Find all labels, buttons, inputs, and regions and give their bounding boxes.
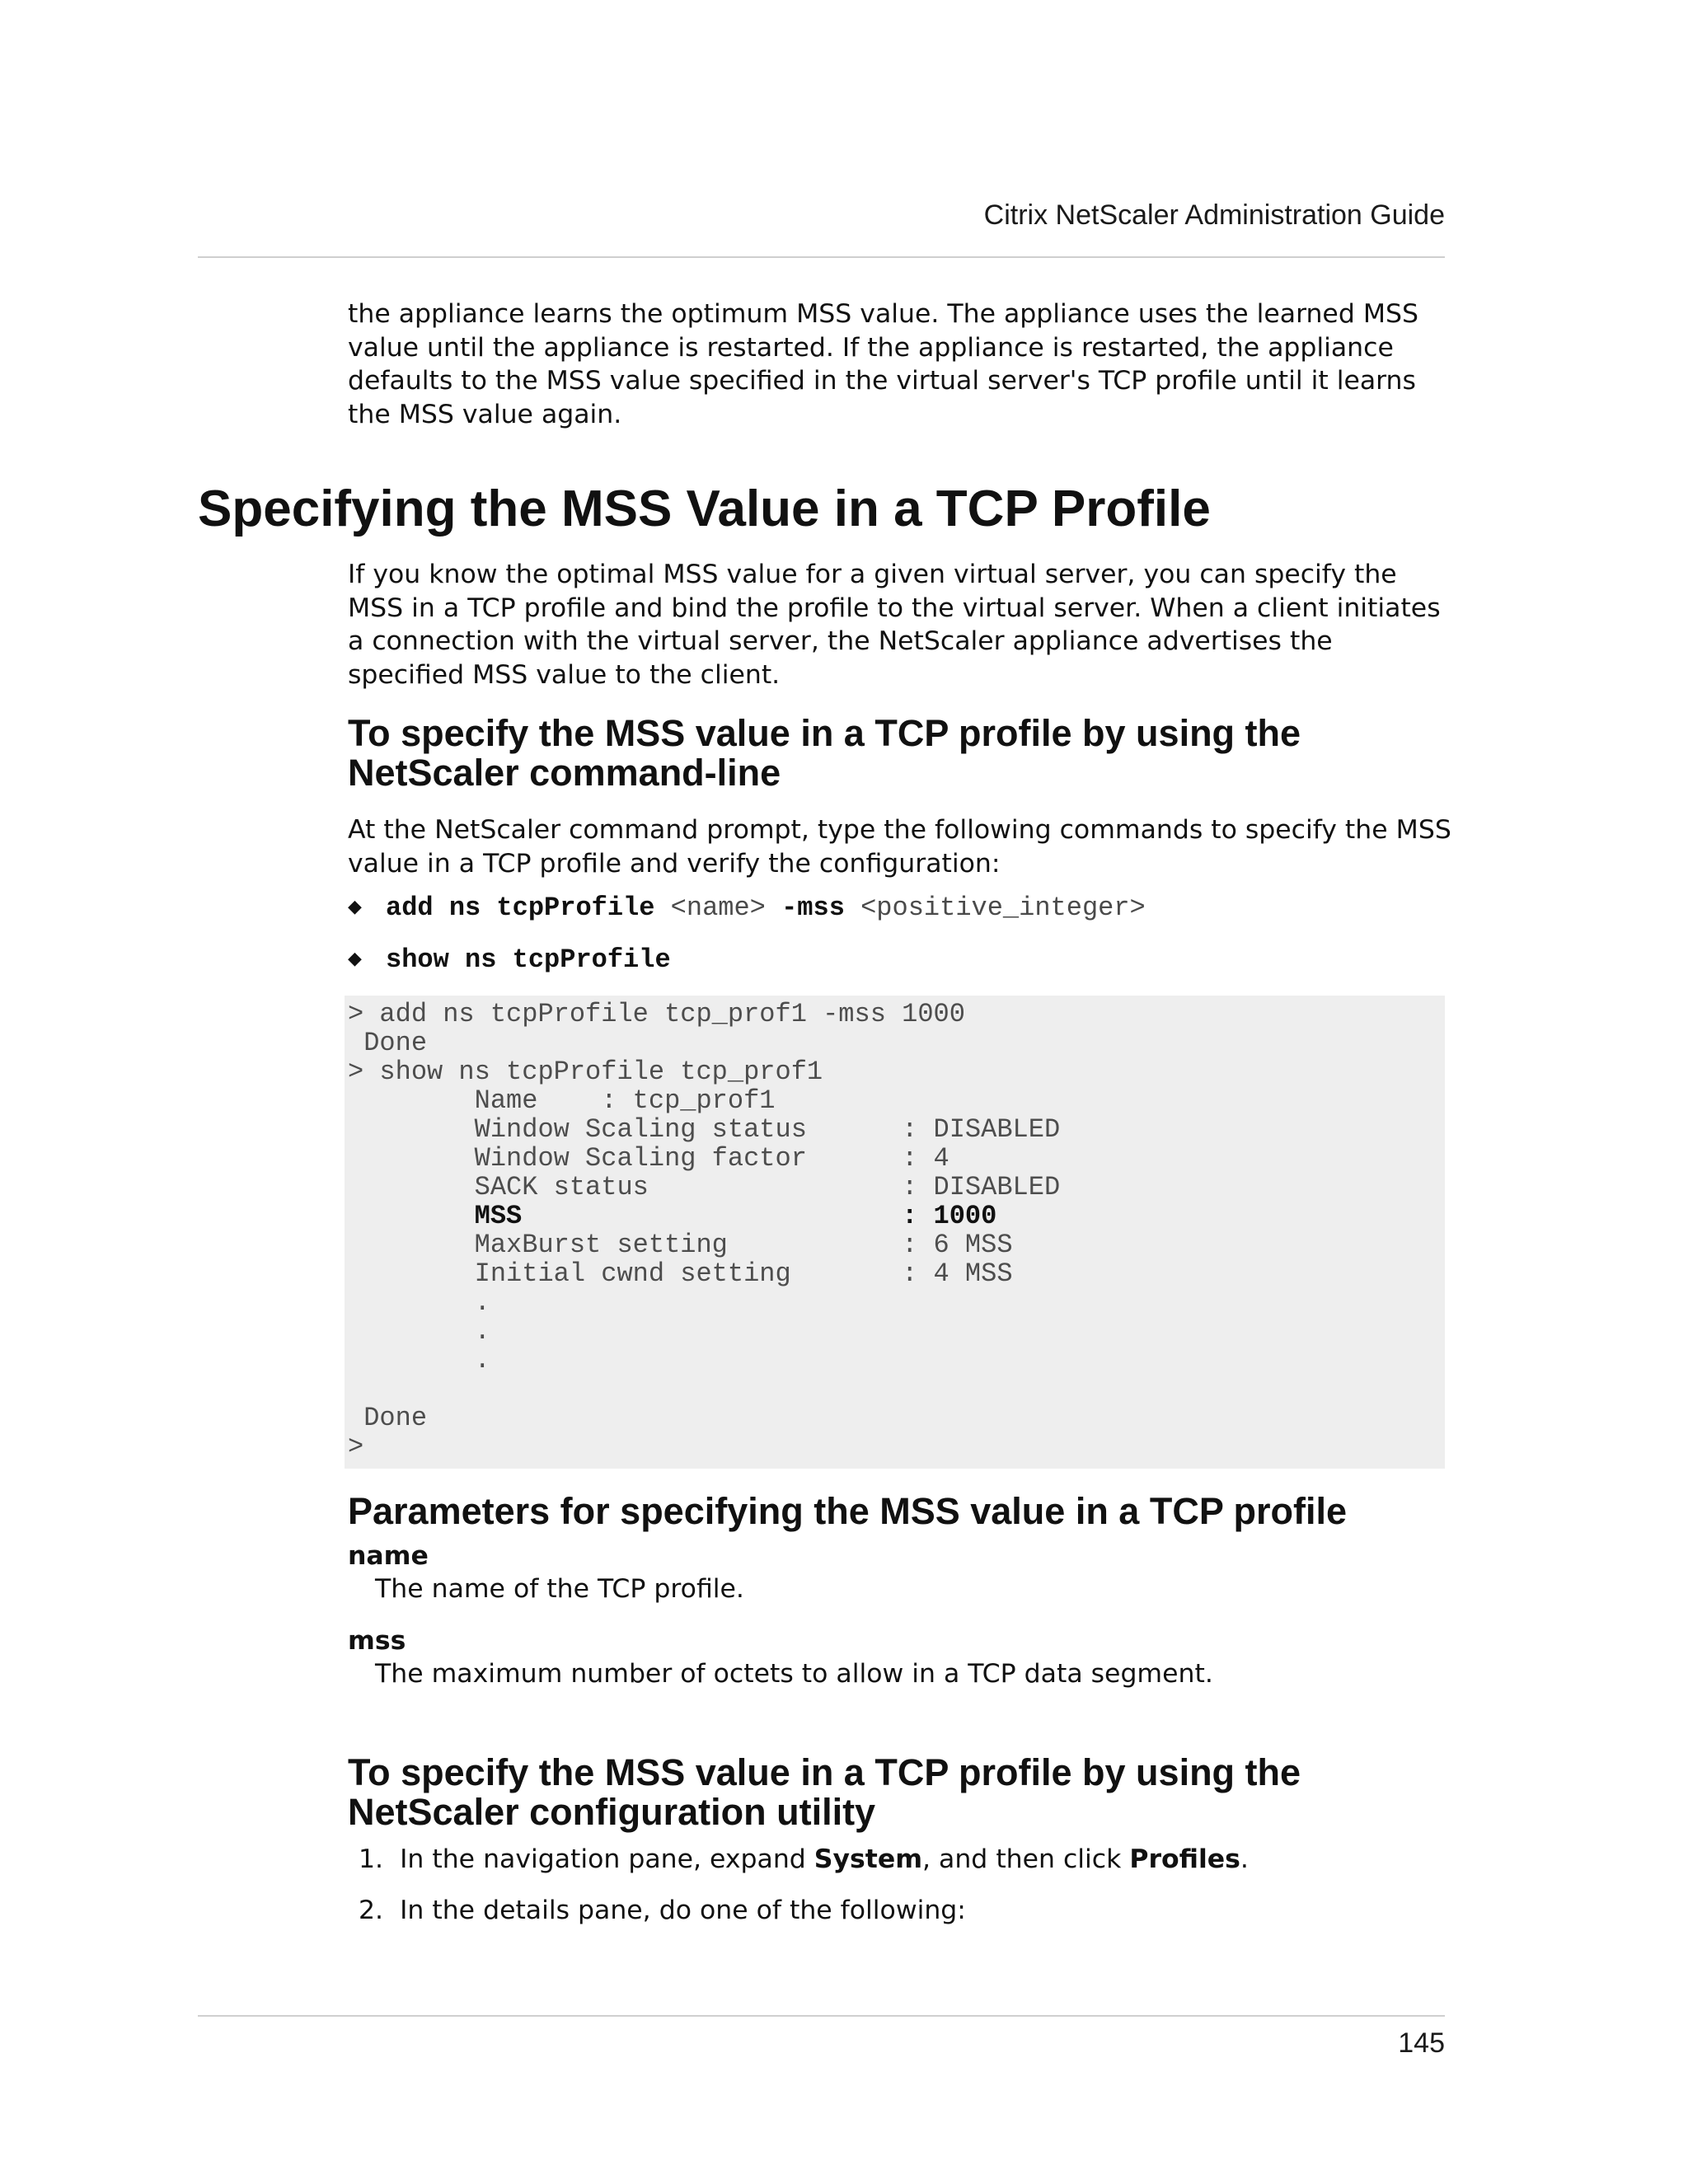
code-line: . xyxy=(348,1287,490,1318)
ui-term-profiles: Profiles xyxy=(1129,1844,1240,1874)
code-line: Window Scaling status : DISABLED xyxy=(348,1114,1061,1145)
cli-procedure-title: To specify the MSS value in a TCP profile by using the NetScaler command-line xyxy=(348,712,1301,794)
step-item xyxy=(359,1894,966,1927)
param-description: The maximum number of octets to allow in a TCP data segment. xyxy=(375,1659,1213,1689)
code-line: Initial cwnd setting : 4 MSS xyxy=(348,1258,1013,1289)
code-line: Done xyxy=(348,1028,428,1058)
step-text: , and then click xyxy=(922,1844,1130,1874)
step-text: In the navigation pane, expand xyxy=(400,1844,814,1874)
param-description: The name of the TCP profile. xyxy=(375,1574,744,1604)
running-header: Citrix NetScaler Administration Guide xyxy=(983,199,1445,231)
diamond-bullet-icon: ◆ xyxy=(348,949,362,969)
code-line: > show ns tcpProfile tcp_prof1 xyxy=(348,1057,823,1087)
cli-procedure-paragraph: At the NetScaler command prompt, type the following commands to specify the MSS value in a TCP profile and verify the configuration: xyxy=(348,815,1451,879)
ui-term-system: System xyxy=(814,1844,923,1874)
step-text: . xyxy=(1240,1844,1249,1874)
gui-procedure-title: To specify the MSS value in a TCP profile by using the NetScaler configuration utility xyxy=(348,1751,1301,1833)
command-option: -mss xyxy=(781,893,845,923)
footer-divider xyxy=(198,2015,1445,2017)
parameters-title: Parameters for specifying the MSS value in a TCP profile xyxy=(348,1490,1348,1532)
code-line: Window Scaling factor : 4 xyxy=(348,1143,950,1174)
section-title: Specifying the MSS Value in a TCP Profile xyxy=(198,480,1211,537)
command-keyword: add ns tcpProfile xyxy=(386,893,655,923)
diamond-bullet-icon: ◆ xyxy=(348,897,362,917)
code-line: > xyxy=(348,1432,364,1462)
code-line: Name : tcp_prof1 xyxy=(348,1085,776,1116)
code-line: . xyxy=(348,1345,490,1376)
section-paragraph: If you know the optimal MSS value for a given virtual server, you can specify the MSS in a TCP profile and bind the profile to the virtual server. When a client initiates a connection with the virtual server, the NetScaler appliance advertises the specified MSS value to the client. xyxy=(348,560,1441,690)
command-add-tcpprofile xyxy=(348,892,1146,926)
code-line: SACK status : DISABLED xyxy=(348,1172,1061,1202)
code-line: . xyxy=(348,1316,490,1347)
step-number: 2. xyxy=(359,1896,384,1925)
code-line: MaxBurst setting : 6 MSS xyxy=(348,1230,1013,1260)
step-text: In the details pane, do one of the following: xyxy=(400,1896,966,1925)
intro-paragraph: the appliance learns the optimum MSS value. The appliance uses the learned MSS value until the appliance is restarted. If the appliance is restarted, the appliance defaults to the MSS value specified in the virtual server's TCP profile until it learns the MSS value again. xyxy=(348,299,1418,429)
step-item xyxy=(359,1843,1249,1876)
header-divider xyxy=(198,256,1445,258)
param-mss: mss xyxy=(348,1626,406,1656)
step-number: 1. xyxy=(359,1844,384,1874)
command-keyword: show ns tcpProfile xyxy=(386,944,671,975)
code-line: > add ns tcpProfile tcp_prof1 -mss 1000 xyxy=(348,999,965,1029)
code-line-mss: MSS : 1000 xyxy=(348,1201,997,1231)
command-show-tcpprofile xyxy=(348,944,671,978)
command-argument: <positive_integer> xyxy=(844,893,1146,923)
param-name: name xyxy=(348,1541,429,1571)
page-number: 145 xyxy=(1398,2027,1445,2059)
command-argument: <name> xyxy=(654,893,782,923)
code-line: Done xyxy=(348,1403,428,1433)
